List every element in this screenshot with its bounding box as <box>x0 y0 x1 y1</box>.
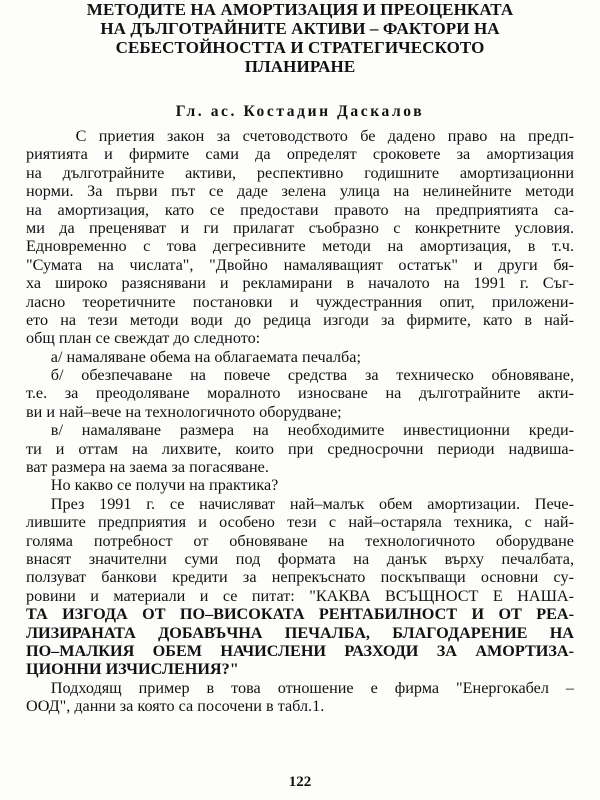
body-line: т.е. за преодоляване моралното износване на дълготрайните акти- <box>26 384 574 403</box>
body-line: През 1991 г. се начисляват най–малък обем амортизации. Пече- <box>50 494 574 513</box>
title-line: НА ДЪЛГОТРАЙНИТЕ АКТИВИ – ФАКТОРИ НА <box>100 19 500 38</box>
body-line: ми да преценяват и ги прилагат съобразно с конкретните условия. <box>26 218 574 237</box>
body-line: ха широко разяснявани и рекламирани в началото на 1991 г. Съг- <box>26 274 574 293</box>
body-line: ПО–МАЛКИЯ ОБЕМ НАЧИСЛЕНИ РАЗХОДИ ЗА АМОРТИЗА- <box>26 641 574 660</box>
body-line: ви и най–вече на технологичното оборудване; <box>26 402 342 421</box>
body-line: риятията и фирмите сами да определят сроковете за амортизация <box>26 145 574 164</box>
body-line: ползуват банкови кредити за непрекъснато поскъпващи основни су- <box>26 568 574 587</box>
body-line: на дълготрайните активи, респективно годишните амортизационни <box>26 163 574 182</box>
body-line: ват размера на заема за погасяване. <box>26 458 269 477</box>
body-line: ЦИОННИ ИЗЧИСЛЕНИЯ?" <box>26 660 239 679</box>
body-line: ласно теоретичните постановки и чуждестранния опит, приложени- <box>26 292 574 311</box>
article-body <box>26 127 574 716</box>
article-title <box>30 0 570 76</box>
body-line: общ план се свеждат до следното: <box>26 329 261 348</box>
body-line: голяма потребност от обновяване на технологичното оборудване <box>26 531 574 550</box>
body-line: ето на тези методи води до редица изгоди за фирмите, като в най- <box>26 310 574 329</box>
body-line: внасят значителни суми под формата на данък върху печалбата, <box>26 549 574 568</box>
body-line: Но какво се получи на практика? <box>50 476 279 495</box>
title-line: ПЛАНИРАНЕ <box>244 57 356 76</box>
body-line: лившите предприятия и особено тези с най–остаряла техника, с най- <box>26 513 574 532</box>
body-line: а/ намаляване обема на облагаемата печалба; <box>50 347 361 366</box>
body-line: С приетия закон за счетоводството бе дадено право на предп- <box>75 127 574 145</box>
body-line: "Сумата на числата", "Двойно намаляващият остатък" и други бя- <box>26 255 574 274</box>
body-line: ЛИЗИРАНАТА ДОБАВЪЧНА ПЕЧАЛБА, БЛАГОДАРЕНИЕ НА <box>26 623 574 642</box>
body-line: на амортизация, като се предостави правото на предприятията са- <box>26 200 574 219</box>
title-line: МЕТОДИТЕ НА АМОРТИЗАЦИЯ И ПРЕОЦЕНКАТА <box>86 0 514 19</box>
body-line: норми. За първи път се даде зелена улица на нелинейните методи <box>26 182 574 201</box>
author-line: Гл. ас. Костадин Даскалов <box>175 103 425 120</box>
body-line: ровини и материали и се питат: "КАКВА ВСЪЩНОСТ Е НАША- <box>26 586 574 605</box>
page-number: 122 <box>288 774 312 790</box>
body-line: в/ намаляване размера на необходимите инвестиционни креди- <box>50 421 574 440</box>
body-line: Подходящ пример в това отношение е фирма "Енергокабел – <box>50 678 574 697</box>
body-line: б/ обезпечаване на повече средства за техническо обновяване, <box>50 366 574 385</box>
body-line: ООД", данни за която са посочени в табл.1. <box>26 697 325 716</box>
title-line: СЕБЕСТОЙНОСТТА И СТРАТЕГИЧЕСКОТО <box>115 38 485 57</box>
body-line: ти и оттам на лихвите, които при средносрочни периоди надвиша- <box>26 439 574 458</box>
body-line: ТА ИЗГОДА ОТ ПО–ВИСОКАТА РЕНТАБИЛНОСТ И ОТ РЕА- <box>26 605 574 624</box>
body-line: Едновременно с това дегресивните методи на амортизация, в т.ч. <box>26 237 574 256</box>
